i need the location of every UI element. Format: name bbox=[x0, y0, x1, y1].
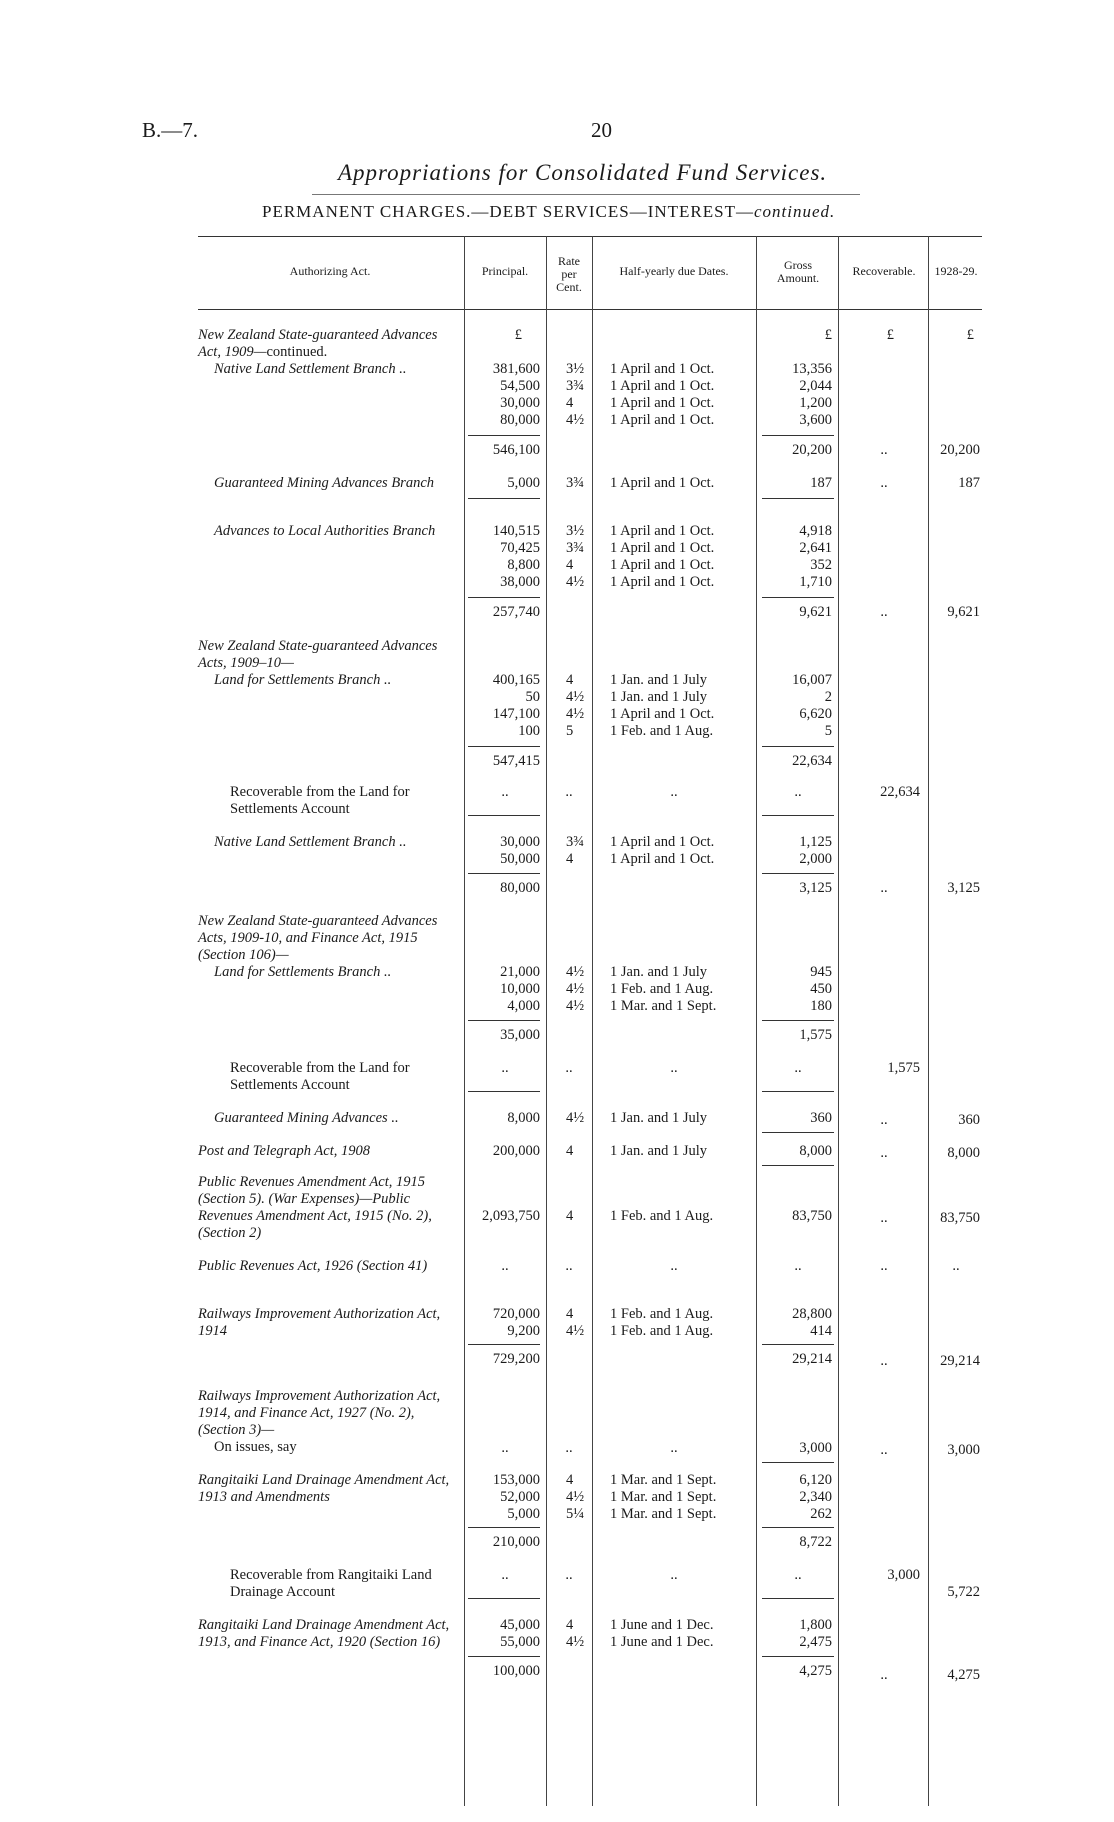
rate-values bbox=[566, 834, 584, 868]
row-authorizing-act: Railways Improvement Authorization Act, 1914 bbox=[198, 1306, 441, 1339]
col-header-rate-line: Cent. bbox=[556, 280, 582, 294]
subtotal-rule bbox=[762, 1132, 834, 1133]
rate-values bbox=[566, 1472, 584, 1523]
rate-value: 3¾ bbox=[566, 378, 585, 394]
principal-amounts bbox=[466, 1472, 540, 1523]
principal-value: 147,100 bbox=[492, 706, 540, 722]
subtotal-rule bbox=[468, 815, 540, 816]
gross-amounts bbox=[758, 964, 832, 1015]
total-principal: 257,740 bbox=[492, 604, 540, 620]
rate-value: 4 bbox=[566, 851, 574, 867]
year-value: 9,621 bbox=[947, 604, 980, 620]
rate-value: .. bbox=[565, 1258, 573, 1274]
subtotal-rule bbox=[762, 435, 834, 436]
due-date: 1 Mar. and 1 Sept. bbox=[610, 1506, 717, 1522]
due-date: 1 Feb. and 1 Aug. bbox=[610, 1323, 714, 1339]
row-authorizing-act bbox=[198, 913, 460, 981]
gross-value: 352 bbox=[810, 557, 832, 573]
rate-value: 4½ bbox=[566, 1323, 585, 1339]
rate-value: 4½ bbox=[566, 689, 585, 705]
subtotal-rule bbox=[468, 1656, 540, 1657]
principal-amounts bbox=[466, 361, 540, 429]
gross-value: 1,710 bbox=[799, 574, 832, 590]
total-gross: 3,125 bbox=[799, 880, 832, 896]
subtotal-rule bbox=[468, 498, 540, 499]
subtitle-main: PERMANENT CHARGES.—DEBT SERVICES—INTEREST— bbox=[262, 202, 754, 221]
due-date: 1 Mar. and 1 Sept. bbox=[610, 998, 717, 1014]
recoverable-value: .. bbox=[880, 880, 888, 896]
subtotal-rule bbox=[468, 746, 540, 747]
principal-value: 52,000 bbox=[500, 1489, 540, 1505]
due-date: 1 Feb. and 1 Aug. bbox=[610, 1208, 714, 1224]
due-dates bbox=[610, 834, 714, 868]
due-date: 1 Mar. and 1 Sept. bbox=[610, 1472, 717, 1488]
col-header-principal: Principal. bbox=[481, 264, 529, 278]
due-date: .. bbox=[670, 1567, 678, 1583]
year-value: 360 bbox=[958, 1112, 980, 1128]
year-value: .. bbox=[952, 1258, 960, 1274]
due-date: 1 April and 1 Oct. bbox=[610, 523, 715, 539]
principal-value: 400,165 bbox=[492, 672, 540, 688]
total-principal: 80,000 bbox=[500, 880, 540, 896]
row-authorizing-act: Post and Telegraph Act, 1908 bbox=[198, 1143, 370, 1159]
total-principal: 210,000 bbox=[492, 1534, 540, 1550]
act-heading: New Zealand State-guaranteed Advances Acts, 1909-10, and Finance Act, 1915 (Section 106)— bbox=[198, 913, 438, 963]
due-date: 1 Jan. and 1 July bbox=[610, 1143, 708, 1159]
act-heading: New Zealand State-guaranteed Advances Acts, 1909–10— bbox=[198, 638, 438, 671]
gross-value: 945 bbox=[810, 964, 832, 980]
subtotal-rule bbox=[762, 746, 834, 747]
rate-value: 4 bbox=[566, 672, 574, 688]
col-header-recoverable: Recoverable. bbox=[852, 264, 916, 278]
gross-value: .. bbox=[794, 784, 802, 800]
due-date: 1 April and 1 Oct. bbox=[610, 574, 715, 590]
year-value: 29,214 bbox=[940, 1353, 980, 1369]
principal-value: 50,000 bbox=[500, 851, 540, 867]
rate-value: 4½ bbox=[566, 964, 585, 980]
subtotal-rule bbox=[762, 597, 834, 598]
recoverable-value: .. bbox=[880, 604, 888, 620]
row-authorizing-act: Guaranteed Mining Advances .. bbox=[214, 1110, 399, 1126]
col-header-rate bbox=[548, 255, 590, 294]
due-date: 1 April and 1 Oct. bbox=[610, 834, 715, 850]
total-principal: 546,100 bbox=[492, 442, 540, 458]
rate-value: 5 bbox=[566, 723, 574, 739]
gross-value: 3,600 bbox=[799, 412, 832, 428]
due-date: 1 April and 1 Oct. bbox=[610, 412, 715, 428]
due-date: 1 Jan. and 1 July bbox=[610, 689, 708, 705]
principal-value: 54,500 bbox=[500, 378, 540, 394]
rate-value: 4½ bbox=[566, 412, 585, 428]
total-principal: 35,000 bbox=[500, 1027, 540, 1043]
row-authorizing-act: Advances to Local Authorities Branch bbox=[214, 523, 436, 539]
act-branch: Land for Settlements Branch .. bbox=[214, 964, 392, 980]
rate-value: 4 bbox=[566, 1208, 574, 1224]
subtotal-rule bbox=[468, 1344, 540, 1345]
due-date: 1 June and 1 Dec. bbox=[610, 1634, 714, 1650]
due-date: 1 April and 1 Oct. bbox=[610, 557, 715, 573]
total-gross: 29,214 bbox=[792, 1351, 832, 1367]
principal-amounts bbox=[466, 1617, 540, 1651]
due-date: 1 April and 1 Oct. bbox=[610, 540, 715, 556]
principal-value: .. bbox=[501, 1060, 509, 1076]
rate-value: 4½ bbox=[566, 981, 585, 997]
gross-value: 4,918 bbox=[799, 523, 832, 539]
due-date: 1 Mar. and 1 Sept. bbox=[610, 1489, 717, 1505]
year-value: 8,000 bbox=[947, 1145, 980, 1161]
row-authorizing-act: Recoverable from the Land for Settlements Account bbox=[230, 1060, 410, 1093]
gross-value: .. bbox=[794, 1567, 802, 1583]
principal-value: 5,000 bbox=[507, 1506, 540, 1522]
rate-value: .. bbox=[565, 1567, 573, 1583]
gross-value: 13,356 bbox=[792, 361, 832, 377]
gross-value: 2,340 bbox=[799, 1489, 832, 1505]
due-dates bbox=[610, 672, 714, 740]
recoverable-value: .. bbox=[880, 1112, 888, 1128]
rate-value: 4½ bbox=[566, 1110, 585, 1126]
rate-values bbox=[566, 523, 584, 591]
gross-value: 2,641 bbox=[799, 540, 832, 556]
rate-value: 4½ bbox=[566, 706, 585, 722]
rate-value: 3¾ bbox=[566, 834, 585, 850]
gross-value: 1,200 bbox=[799, 395, 832, 411]
header-bottom-rule bbox=[198, 309, 982, 310]
recoverable-value: .. bbox=[880, 1353, 888, 1369]
subtotal-rule bbox=[468, 873, 540, 874]
gross-value: 2,000 bbox=[799, 851, 832, 867]
principal-value: 9,200 bbox=[507, 1323, 540, 1339]
rate-value: 3¾ bbox=[566, 540, 585, 556]
col-header-rate-line: Rate bbox=[558, 254, 580, 268]
page-subtitle bbox=[262, 202, 835, 222]
act-branch: Land for Settlements Branch .. bbox=[214, 672, 392, 688]
due-dates bbox=[610, 1617, 713, 1651]
col-header-rate-line: per bbox=[561, 267, 577, 281]
gross-amounts bbox=[758, 361, 832, 429]
subtotal-rule bbox=[762, 1598, 834, 1599]
due-date: 1 Feb. and 1 Aug. bbox=[610, 981, 714, 997]
gross-value: .. bbox=[794, 1258, 802, 1274]
act-branch: Native Land Settlement Branch .. bbox=[214, 361, 407, 377]
principal-value: 140,515 bbox=[492, 523, 540, 539]
row-authorizing-act: Rangitaiki Land Drainage Amendment Act, 1913 and Amendments bbox=[198, 1472, 450, 1505]
principal-value: .. bbox=[501, 1567, 509, 1583]
total-gross: 22,634 bbox=[792, 753, 832, 769]
due-date: .. bbox=[670, 784, 678, 800]
col-header-gross bbox=[758, 259, 838, 285]
principal-value: 8,800 bbox=[507, 557, 540, 573]
rate-value: 4½ bbox=[566, 1489, 585, 1505]
currency-symbol: £ bbox=[824, 327, 832, 343]
due-date: .. bbox=[670, 1258, 678, 1274]
total-gross: 9,621 bbox=[799, 604, 832, 620]
subtotal-rule bbox=[762, 1165, 834, 1166]
row-authorizing-act: Recoverable from the Land for Settlements Account bbox=[230, 784, 410, 817]
rate-value: .. bbox=[565, 1060, 573, 1076]
currency-symbol: £ bbox=[966, 327, 974, 343]
principal-amounts bbox=[466, 523, 540, 591]
due-date: 1 April and 1 Oct. bbox=[610, 395, 715, 411]
subtotal-rule bbox=[468, 1527, 540, 1528]
rate-value: 4½ bbox=[566, 574, 585, 590]
gross-value: 187 bbox=[810, 475, 832, 491]
gross-amounts bbox=[758, 672, 832, 740]
gross-value: 28,800 bbox=[792, 1306, 832, 1322]
row-authorizing-act: Recoverable from Rangitaiki Land Drainage Account bbox=[230, 1567, 432, 1600]
total-principal: 729,200 bbox=[492, 1351, 540, 1367]
gross-value: 1,125 bbox=[799, 834, 832, 850]
rate-value: 3½ bbox=[566, 361, 585, 377]
act-branch: On issues, say bbox=[214, 1439, 297, 1455]
rate-value: .. bbox=[565, 1440, 573, 1456]
gross-value: 2 bbox=[824, 689, 832, 705]
gross-amounts bbox=[758, 1617, 832, 1651]
total-gross: 8,722 bbox=[799, 1534, 832, 1550]
due-date: 1 Jan. and 1 July bbox=[610, 1110, 708, 1126]
subtotal-rule bbox=[468, 1598, 540, 1599]
principal-value: 50 bbox=[525, 689, 540, 705]
gross-value: 1,800 bbox=[799, 1617, 832, 1633]
row-authorizing-act: Public Revenues Amendment Act, 1915 (Section 5). (War Expenses)—Public Revenues Amendment Act, 1915 (No. 2), (Section 2) bbox=[198, 1174, 432, 1241]
principal-value: 38,000 bbox=[500, 574, 540, 590]
due-date: 1 April and 1 Oct. bbox=[610, 706, 715, 722]
due-dates bbox=[610, 1306, 713, 1340]
year-value: 4,275 bbox=[947, 1667, 980, 1683]
subtotal-rule bbox=[762, 1656, 834, 1657]
gross-value: 450 bbox=[810, 981, 832, 997]
subtotal-rule bbox=[762, 1527, 834, 1528]
gross-value: 16,007 bbox=[792, 672, 832, 688]
subtotal-rule bbox=[468, 435, 540, 436]
due-dates bbox=[610, 1472, 716, 1523]
gross-amounts bbox=[758, 523, 832, 591]
principal-value: 8,000 bbox=[507, 1110, 540, 1126]
gross-value: 8,000 bbox=[799, 1143, 832, 1159]
principal-value: 4,000 bbox=[507, 998, 540, 1014]
title-rule bbox=[312, 194, 860, 195]
subtotal-rule bbox=[762, 815, 834, 816]
year-value: 83,750 bbox=[940, 1210, 980, 1226]
gross-amounts bbox=[758, 1306, 832, 1340]
rate-value: 4 bbox=[566, 1143, 574, 1159]
due-date: 1 April and 1 Oct. bbox=[610, 378, 715, 394]
principal-value: 381,600 bbox=[492, 361, 540, 377]
due-date: 1 Jan. and 1 July bbox=[610, 964, 708, 980]
col-rule bbox=[546, 236, 547, 1806]
principal-value: 45,000 bbox=[500, 1617, 540, 1633]
col-rule bbox=[464, 236, 465, 1806]
subtotal-rule bbox=[762, 1344, 834, 1345]
gross-value: 6,620 bbox=[799, 706, 832, 722]
currency-symbol: £ bbox=[886, 327, 894, 343]
rate-value: 4 bbox=[566, 1306, 574, 1322]
row-authorizing-act bbox=[198, 638, 460, 689]
subtotal-rule bbox=[468, 597, 540, 598]
due-date: 1 Jan. and 1 July bbox=[610, 672, 708, 688]
subtotal-rule bbox=[762, 498, 834, 499]
total-principal: 100,000 bbox=[492, 1663, 540, 1679]
year-value: 3,125 bbox=[947, 880, 980, 896]
principal-value: .. bbox=[501, 784, 509, 800]
due-date: 1 April and 1 Oct. bbox=[610, 361, 715, 377]
subtotal-rule bbox=[762, 1091, 834, 1092]
col-rule bbox=[756, 236, 757, 1806]
col-header-gross-line: Amount. bbox=[776, 271, 820, 285]
year-value: 20,200 bbox=[940, 442, 980, 458]
principal-value: 10,000 bbox=[500, 981, 540, 997]
act-heading: Railways Improvement Authorization Act, 1914, and Finance Act, 1927 (No. 2), (Section 3)— bbox=[198, 1388, 441, 1438]
principal-value: 55,000 bbox=[500, 1634, 540, 1650]
year-value: 5,722 bbox=[947, 1584, 980, 1600]
total-gross: 4,275 bbox=[799, 1663, 832, 1679]
page-code: B.—7. bbox=[142, 118, 199, 142]
recoverable-value: .. bbox=[880, 1667, 888, 1683]
principal-value: 30,000 bbox=[500, 834, 540, 850]
rate-values bbox=[566, 964, 584, 1015]
gross-value: 83,750 bbox=[792, 1208, 832, 1224]
total-gross: 20,200 bbox=[792, 442, 832, 458]
recoverable-value: 22,634 bbox=[880, 784, 920, 800]
principal-value: 200,000 bbox=[492, 1143, 540, 1159]
due-date: .. bbox=[670, 1060, 678, 1076]
principal-amounts bbox=[466, 672, 540, 740]
due-date: 1 June and 1 Dec. bbox=[610, 1617, 714, 1633]
rate-value: .. bbox=[565, 784, 573, 800]
principal-value: 2,093,750 bbox=[482, 1208, 540, 1224]
act-heading: New Zealand State-guaranteed Advances Act, 1909—continued. bbox=[198, 327, 438, 360]
col-header-year: 1928-29. bbox=[934, 264, 978, 278]
row-authorizing-act bbox=[198, 1388, 460, 1456]
col-rule bbox=[928, 236, 929, 1806]
row-authorizing-act: Native Land Settlement Branch .. bbox=[214, 834, 407, 850]
year-value: 187 bbox=[958, 475, 980, 491]
gross-value: .. bbox=[794, 1060, 802, 1076]
principal-value: 80,000 bbox=[500, 412, 540, 428]
recoverable-value: .. bbox=[880, 1258, 888, 1274]
gross-value: 5 bbox=[824, 723, 832, 739]
total-gross: 1,575 bbox=[799, 1027, 832, 1043]
principal-value: 30,000 bbox=[500, 395, 540, 411]
due-date: 1 Feb. and 1 Aug. bbox=[610, 723, 714, 739]
principal-value: .. bbox=[501, 1440, 509, 1456]
page-title: Appropriations for Consolidated Fund Services. bbox=[338, 160, 828, 185]
row-authorizing-act: Rangitaiki Land Drainage Amendment Act, 1913, and Finance Act, 1920 (Section 16) bbox=[198, 1617, 450, 1650]
col-header-act: Authorizing Act. bbox=[289, 264, 371, 278]
rate-value: 3½ bbox=[566, 523, 585, 539]
row-authorizing-act bbox=[198, 327, 460, 378]
due-dates bbox=[610, 523, 714, 591]
due-dates bbox=[610, 361, 714, 429]
rate-values bbox=[566, 361, 584, 429]
principal-amounts bbox=[466, 1306, 540, 1340]
recoverable-value: .. bbox=[880, 475, 888, 491]
principal-value: 153,000 bbox=[492, 1472, 540, 1488]
col-rule bbox=[592, 236, 593, 1806]
col-rule bbox=[838, 236, 839, 1806]
due-date: 1 Feb. and 1 Aug. bbox=[610, 1306, 714, 1322]
col-header-dates: Half-yearly due Dates. bbox=[619, 264, 729, 278]
table-top-rule bbox=[198, 236, 982, 237]
gross-value: 360 bbox=[810, 1110, 832, 1126]
due-date: 1 April and 1 Oct. bbox=[610, 851, 715, 867]
recoverable-value: .. bbox=[880, 1145, 888, 1161]
col-header-gross-line: Gross bbox=[783, 258, 812, 272]
gross-value: 180 bbox=[810, 998, 832, 1014]
subtotal-rule bbox=[468, 1091, 540, 1092]
principal-value: 21,000 bbox=[500, 964, 540, 980]
gross-value: 6,120 bbox=[799, 1472, 832, 1488]
due-date: .. bbox=[670, 1440, 678, 1456]
currency-symbol: £ bbox=[514, 327, 522, 343]
rate-values bbox=[566, 1306, 584, 1340]
subtotal-rule bbox=[762, 1462, 834, 1463]
principal-value: .. bbox=[501, 1258, 509, 1274]
principal-value: 720,000 bbox=[492, 1306, 540, 1322]
subtitle-continued: continued. bbox=[753, 202, 836, 221]
gross-value: 2,475 bbox=[799, 1634, 832, 1650]
rate-value: 3¾ bbox=[566, 475, 585, 491]
gross-value: 3,000 bbox=[799, 1440, 832, 1456]
rate-value: 5¼ bbox=[566, 1506, 585, 1522]
gross-value: 2,044 bbox=[799, 378, 832, 394]
page-number: 20 bbox=[591, 118, 612, 142]
gross-value: 414 bbox=[810, 1323, 832, 1339]
principal-amounts bbox=[466, 834, 540, 868]
recoverable-value: .. bbox=[880, 1210, 888, 1226]
rate-value: 4 bbox=[566, 395, 574, 411]
total-principal: 547,415 bbox=[492, 753, 540, 769]
subtotal-rule bbox=[762, 1020, 834, 1021]
gross-amounts bbox=[758, 834, 832, 868]
row-authorizing-act: Guaranteed Mining Advances Branch bbox=[214, 475, 435, 491]
rate-values bbox=[566, 672, 584, 740]
gross-amounts bbox=[758, 1472, 832, 1523]
due-date: 1 April and 1 Oct. bbox=[610, 475, 715, 491]
row-authorizing-act: Public Revenues Act, 1926 (Section 41) bbox=[198, 1258, 428, 1274]
rate-value: 4½ bbox=[566, 1634, 585, 1650]
principal-amounts bbox=[466, 964, 540, 1015]
rate-values bbox=[566, 1617, 584, 1651]
subtotal-rule bbox=[468, 1020, 540, 1021]
recoverable-value: .. bbox=[880, 1442, 888, 1458]
principal-value: 5,000 bbox=[507, 475, 540, 491]
year-value: 3,000 bbox=[947, 1442, 980, 1458]
rate-value: 4 bbox=[566, 1472, 574, 1488]
principal-value: 70,425 bbox=[500, 540, 540, 556]
gross-value: 262 bbox=[810, 1506, 832, 1522]
due-dates bbox=[610, 964, 716, 1015]
rate-value: 4½ bbox=[566, 998, 585, 1014]
rate-value: 4 bbox=[566, 1617, 574, 1633]
recoverable-value: 3,000 bbox=[887, 1567, 920, 1583]
subtotal-rule bbox=[762, 873, 834, 874]
recoverable-value: 1,575 bbox=[887, 1060, 920, 1076]
recoverable-value: .. bbox=[880, 442, 888, 458]
rate-value: 4 bbox=[566, 557, 574, 573]
principal-value: 100 bbox=[518, 723, 540, 739]
